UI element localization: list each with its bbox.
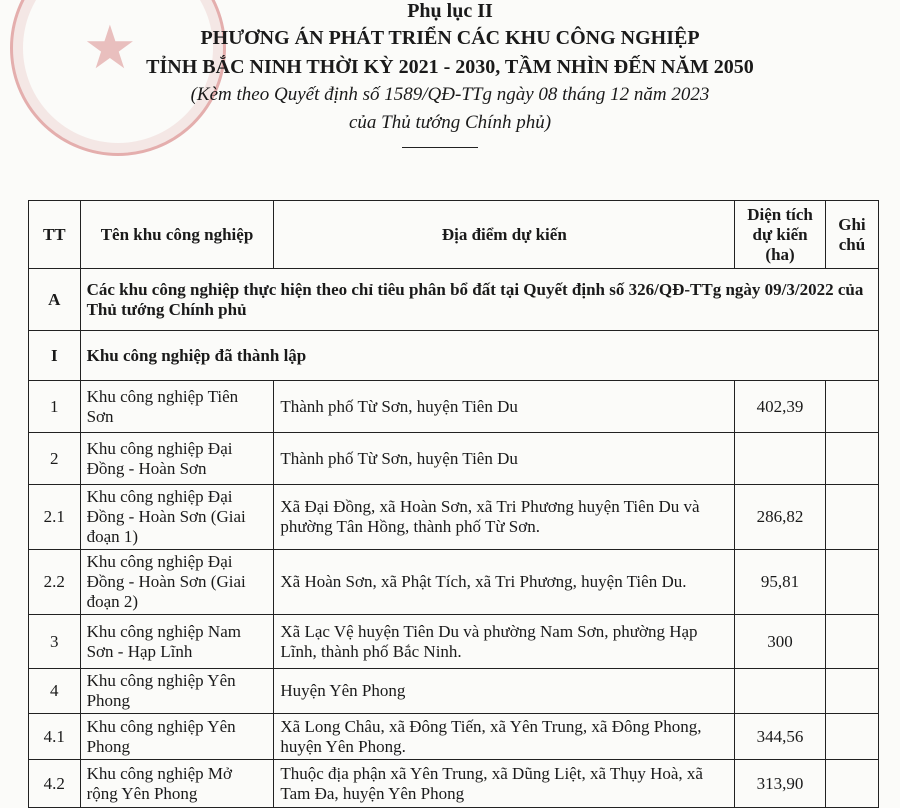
row-note — [825, 550, 878, 615]
row-note — [825, 669, 878, 714]
row-tt: 4 — [29, 669, 81, 714]
table-row — [29, 760, 879, 808]
row-name: Khu công nghiệp Mở rộng Yên Phong — [80, 760, 274, 808]
row-location: Xã Lạc Vệ huyện Tiên Du và phường Nam Sơn, phường Hạp Lĩnh, thành phố Bắc Ninh. — [274, 615, 735, 669]
row-tt: 2 — [29, 433, 81, 485]
appendix-title: Phụ lục II — [407, 0, 493, 22]
row-location: Xã Long Châu, xã Đông Tiến, xã Yên Trung, xã Đông Phong, huyện Yên Phong. — [274, 714, 735, 760]
section-tt: A — [29, 269, 81, 331]
row-area: 95,81 — [735, 550, 826, 615]
decision-note-line1: (Kèm theo Quyết định số 1589/QĐ-TTg ngày 08 tháng 12 năm 2023 — [190, 84, 710, 105]
row-area: 313,90 — [735, 760, 826, 808]
col-location: Địa điểm dự kiến — [274, 201, 735, 269]
row-note — [825, 615, 878, 669]
row-note — [825, 381, 878, 433]
row-location: Huyện Yên Phong — [274, 669, 735, 714]
row-area — [735, 433, 826, 485]
row-note — [825, 433, 878, 485]
row-tt: 1 — [29, 381, 81, 433]
document-title-line2: TỈNH BẮC NINH THỜI KỲ 2021 - 2030, TẦM NHÌN ĐẾN NĂM 2050 — [146, 56, 754, 78]
row-name: Khu công nghiệp Nam Sơn - Hạp Lĩnh — [80, 615, 274, 669]
row-name: Khu công nghiệp Đại Đồng - Hoàn Sơn — [80, 433, 274, 485]
row-area: 286,82 — [735, 485, 826, 550]
row-name: Khu công nghiệp Tiên Sơn — [80, 381, 274, 433]
table-row — [29, 615, 879, 669]
table-row — [29, 485, 879, 550]
industrial-zones-table — [28, 200, 879, 808]
row-area: 344,56 — [735, 714, 826, 760]
col-note: Ghi chú — [825, 201, 878, 269]
row-location: Thành phố Từ Sơn, huyện Tiên Du — [274, 433, 735, 485]
row-name: Khu công nghiệp Yên Phong — [80, 714, 274, 760]
row-note — [825, 485, 878, 550]
table-row — [29, 381, 879, 433]
table-row — [29, 714, 879, 760]
row-name: Khu công nghiệp Đại Đồng - Hoàn Sơn (Giai đoạn 2) — [80, 550, 274, 615]
table-row — [29, 669, 879, 714]
row-tt: 4.2 — [29, 760, 81, 808]
star-icon: ★ — [83, 15, 137, 81]
col-tt: TT — [29, 201, 81, 269]
section-row — [29, 331, 879, 381]
row-area: 300 — [735, 615, 826, 669]
row-tt: 2.1 — [29, 485, 81, 550]
section-label: Các khu công nghiệp thực hiện theo chỉ tiêu phân bổ đất tại Quyết định số 326/QĐ-TTg ngày 09/3/2022 của Thủ tướng Chính phủ — [80, 269, 878, 331]
row-tt: 2.2 — [29, 550, 81, 615]
row-tt: 4.1 — [29, 714, 81, 760]
table-row — [29, 433, 879, 485]
row-note — [825, 760, 878, 808]
decision-note-line2: của Thủ tướng Chính phủ) — [348, 112, 552, 133]
row-location: Xã Đại Đồng, xã Hoàn Sơn, xã Tri Phương huyện Tiên Du và phường Tân Hồng, thành phố Từ Sơn. — [274, 485, 735, 550]
divider — [402, 147, 478, 148]
col-name: Tên khu công nghiệp — [80, 201, 274, 269]
table-row — [29, 550, 879, 615]
row-location: Thành phố Từ Sơn, huyện Tiên Du — [274, 381, 735, 433]
section-label: Khu công nghiệp đã thành lập — [80, 331, 878, 381]
row-name: Khu công nghiệp Yên Phong — [80, 669, 274, 714]
section-row — [29, 269, 879, 331]
row-location: Xã Hoàn Sơn, xã Phật Tích, xã Tri Phương, huyện Tiên Du. — [274, 550, 735, 615]
row-name: Khu công nghiệp Đại Đồng - Hoàn Sơn (Giai đoạn 1) — [80, 485, 274, 550]
row-note — [825, 714, 878, 760]
row-tt: 3 — [29, 615, 81, 669]
section-tt: I — [29, 331, 81, 381]
table-header — [29, 201, 879, 269]
row-area: 402,39 — [735, 381, 826, 433]
document-title-line1: PHƯƠNG ÁN PHÁT TRIỂN CÁC KHU CÔNG NGHIỆP — [200, 27, 700, 49]
row-area — [735, 669, 826, 714]
col-area: Diện tích dự kiến (ha) — [735, 201, 826, 269]
row-location: Thuộc địa phận xã Yên Trung, xã Dũng Liệt, xã Thụy Hoà, xã Tam Đa, huyện Yên Phong — [274, 760, 735, 808]
